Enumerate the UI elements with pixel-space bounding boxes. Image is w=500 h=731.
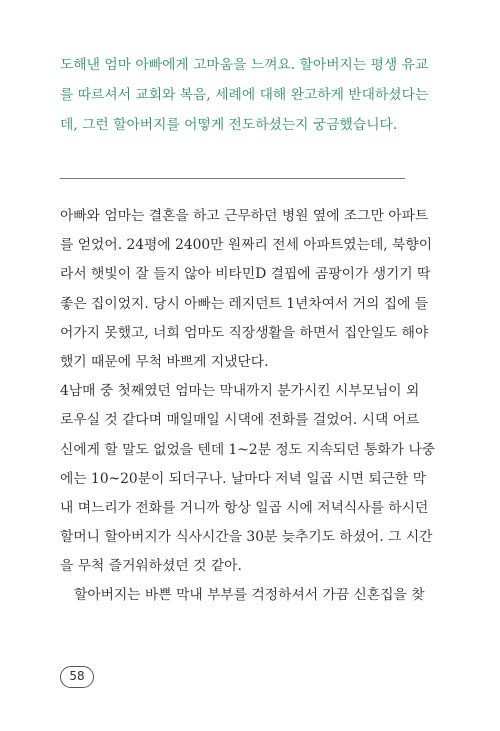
body-line: 어가지 못했고, 너희 엄마도 직장생활을 하면서 집안일도 해야 [60, 324, 429, 341]
body-line: 을 무척 즐거워하셨던 것 같아. [60, 558, 242, 575]
page-number: 58 [60, 666, 94, 688]
body-line: 4남매 중 첫째였던 엄마는 막내까지 분가시킨 시부모님이 외 [60, 383, 420, 400]
body-line: 를 얻었어. 24평에 2400만 원짜리 전세 아파트였는데, 북향이 [60, 237, 433, 254]
body-text [60, 202, 436, 611]
quote-line: 도해낸 엄마 아빠에게 고마움을 느껴요. 할아버지는 평생 유교 [60, 57, 429, 73]
body-line: 할머니 할아버지가 식사시간을 30분 늦추기도 하셨어. 그 시간 [60, 529, 433, 546]
body-line: 할아버지는 바쁜 막내 부부를 걱정하셔서 가끔 신혼집을 찾 [74, 587, 425, 604]
body-line: 아빠와 엄마는 결혼을 하고 근무하던 병원 옆에 조그만 아파트 [60, 208, 429, 224]
body-line: 내 며느리가 전화를 거니까 항상 일곱 시에 저녁식사를 하시던 [60, 499, 429, 516]
body-line: 로우실 것 같다며 매일매일 시댁에 전화를 걸었어. 시댁 어르 [60, 412, 420, 429]
section-divider [60, 178, 405, 179]
body-line: 라서 햇빛이 잘 들지 않아 비타민D 결핍에 곰팡이가 생기기 딱 [60, 266, 431, 283]
body-line: 에는 10~20분이 되더구나. 날마다 저녁 일곱 시면 퇴근한 막 [60, 470, 427, 487]
body-line: 했기 때문에 무척 바쁘게 지냈단다. [60, 353, 269, 370]
quoted-question [60, 50, 429, 140]
body-line: 신에게 할 말도 없었을 텐데 1~2분 정도 지속되던 통화가 나중 [60, 441, 436, 458]
quote-line: 를 따르셔서 교회와 복음, 세례에 대해 완고하게 반대하셨다는 [60, 87, 429, 103]
quote-line: 데, 그런 할아버지를 어떻게 전도하셨는지 궁금했습니다. [60, 117, 398, 133]
body-line: 좋은 집이었지. 당시 아빠는 레지던트 1년차여서 거의 집에 들 [60, 295, 429, 312]
